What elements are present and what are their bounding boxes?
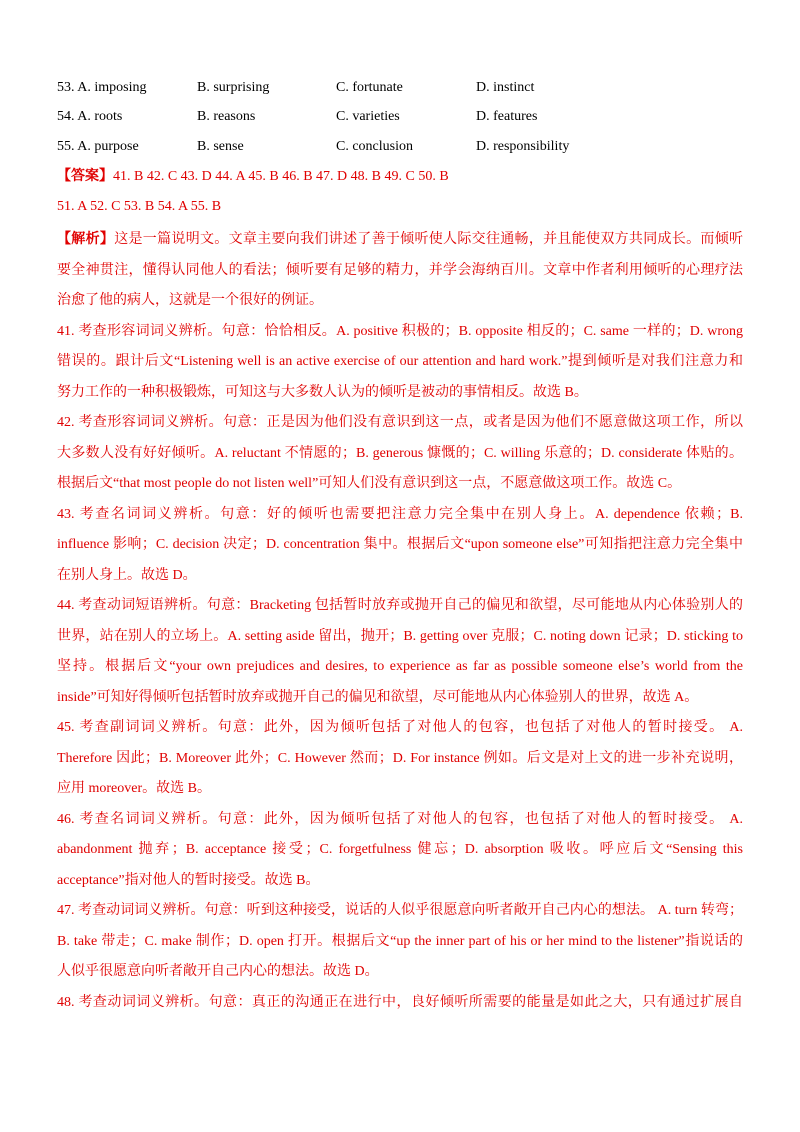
explanation-item: [57, 988, 743, 1019]
option-c: C. fortunate: [336, 80, 403, 95]
explanation-line: 48. 考查动词词义辨析。句意：真正的沟通正在进行中，良好倾听所需要的能量是如此之大，只有通过扩展自: [57, 994, 743, 1010]
option-b: B. sense: [197, 139, 244, 154]
option-b: B. reasons: [197, 109, 256, 124]
question-number: 53.: [57, 80, 75, 95]
answer-line-2: [57, 196, 221, 218]
option-d: D. features: [476, 109, 538, 124]
answer-keys-2: 51. A 52. C 53. B 54. A 55. B: [57, 199, 222, 214]
option-c: C. varieties: [336, 109, 400, 124]
option-number-and-a: [57, 77, 146, 99]
explanation-line: inside”可知好得倾听包括暂时放弃或抛开自己的偏见和欲望，尽可能地从内心体验别人的世界，故选 A。: [57, 689, 699, 705]
question-number: 55.: [57, 139, 75, 154]
explanation-item: [57, 591, 743, 713]
explanation-line: abandonment 抛弃；B. acceptance 接受；C. forgetfulness 健忘；D. absorption 吸收。呼应后文“Sensing this: [57, 842, 743, 857]
explanation-item: [57, 317, 743, 409]
explanation-line: 45. 考查副词词义辨析。句意：此外，因为倾听包括了对他人的包容，也包括了对他人的暂时接受。 A.: [57, 720, 743, 735]
analysis-line: [57, 225, 743, 256]
explanation-line: 世界，站在别人的立场上。A. setting aside 留出，抛开；B. getting over 克服；C. noting down 记录；D. sticking to: [57, 628, 743, 644]
explanation-item: [57, 713, 743, 805]
analysis-text: 治愈了他的病人，这就是一个很好的例证。: [57, 293, 323, 308]
explanation-item: [57, 896, 743, 988]
explanation-line: 坚持。根据后文“your own prejudices and desires, to experience as far as possible someone else’s world from the: [57, 659, 743, 674]
question-number: 54.: [57, 109, 75, 124]
explanation-line: acceptance”指对他人的暂时接受。故选 B。: [57, 872, 320, 888]
option-a-text: A. imposing: [77, 80, 147, 95]
explanation-line: 大多数人没有好好倾听。A. reluctant 不情愿的；B. generous 慷慨的；C. willing 乐意的；D. considerate 体贴的。: [57, 445, 743, 461]
analysis-tag: 【解析】: [57, 232, 115, 247]
analysis-line: [57, 256, 743, 287]
explanation-line: 44. 考查动词短语辨析。句意：Bracketing 包括暂时放弃或抛开自己的偏见和欲望，尽可能地从内心体验别人的: [57, 598, 743, 613]
option-b: B. surprising: [197, 80, 270, 95]
explanation-item: [57, 805, 743, 897]
option-d: D. instinct: [476, 80, 535, 95]
analysis-text: 这是一篇说明文。文章主要向我们讲述了善于倾听使人际交往通畅，并且能使双方共同成长。而倾听: [114, 232, 743, 247]
explanation-item: [57, 408, 743, 500]
option-d: D. responsibility: [476, 139, 570, 154]
explanation-line: 努力工作的一种积极锻炼，可知这与大多数人认为的倾听是被动的事情相反。故选 B。: [57, 384, 588, 400]
explanation-line: 46. 考查名词词义辨析。句意：此外，因为倾听包括了对他人的包容，也包括了对他人的暂时接受。 A.: [57, 811, 743, 827]
analysis-text: 要全神贯注，懂得认同他人的看法；倾听要有足够的精力，并学会海纳百川。文章中作者利用倾听的心理疗法: [57, 262, 743, 278]
explanation-line: Therefore 因此；B. Moreover 此外；C. However 然而；D. For instance 例如。后文是对上文的进一步补充说明，: [57, 750, 743, 766]
answer-tag: 【答案】: [57, 169, 113, 184]
explanation-line: influence 影响；C. decision 决定；D. concentration 集中。根据后文“upon someone else”可知指把注意力完全集中: [57, 537, 743, 552]
option-a-text: A. roots: [77, 109, 123, 124]
explanation-line: 41. 考查形容词词义辨析。句意：恰恰相反。A. positive 积极的；B. opposite 相反的；C. same 一样的；D. wrong: [57, 323, 743, 339]
explanation-line: 43. 考查名词词义辨析。句意：好的倾听也需要把注意力完全集中在别人身上。A. dependence 依赖；B.: [57, 506, 743, 522]
explanation-line: 42. 考查形容词词义辨析。句意：正是因为他们没有意识到这一点，或者是因为他们不愿意做这项工作，所以: [57, 415, 743, 430]
explanation-line: 47. 考查动词词义辨析。句意：听到这种接受，说话的人似乎很愿意向听者敞开自己内心的想法。 A. turn 转弯；: [57, 903, 743, 918]
option-number-and-a: [57, 106, 122, 128]
explanation-line: 人似乎很愿意向听者敞开自己内心的想法。故选 D。: [57, 964, 379, 979]
explanation-line: 在别人身上。故选 D。: [57, 567, 197, 583]
explanation-line: 根据后文“that most people do not listen well”可知人们没有意识到这一点，不愿意做这项工作。故选 C。: [57, 476, 682, 491]
analysis-body: [57, 225, 743, 1018]
analysis-line: [57, 286, 743, 317]
option-a-text: A. purpose: [77, 139, 139, 154]
option-c: C. conclusion: [336, 139, 413, 154]
option-number-and-a: [57, 136, 139, 158]
explanation-line: 应用 moreover。故选 B。: [57, 781, 211, 796]
explanation-line: 错误的。跟计后文“Listening well is an active exercise of our attention and hard work.”提到倾听是对我们注意力和: [57, 354, 743, 369]
explanation-item: [57, 500, 743, 592]
answer-keys-1: 41. B 42. C 43. D 44. A 45. B 46. B 47. D 48. B 49. C 50. B: [113, 169, 449, 184]
explanation-line: B. take 带走；C. make 制作；D. open 打开。根据后文“up the inner part of his or her mind to the listener”指说话的: [57, 933, 743, 949]
answer-line-1: [57, 166, 449, 188]
